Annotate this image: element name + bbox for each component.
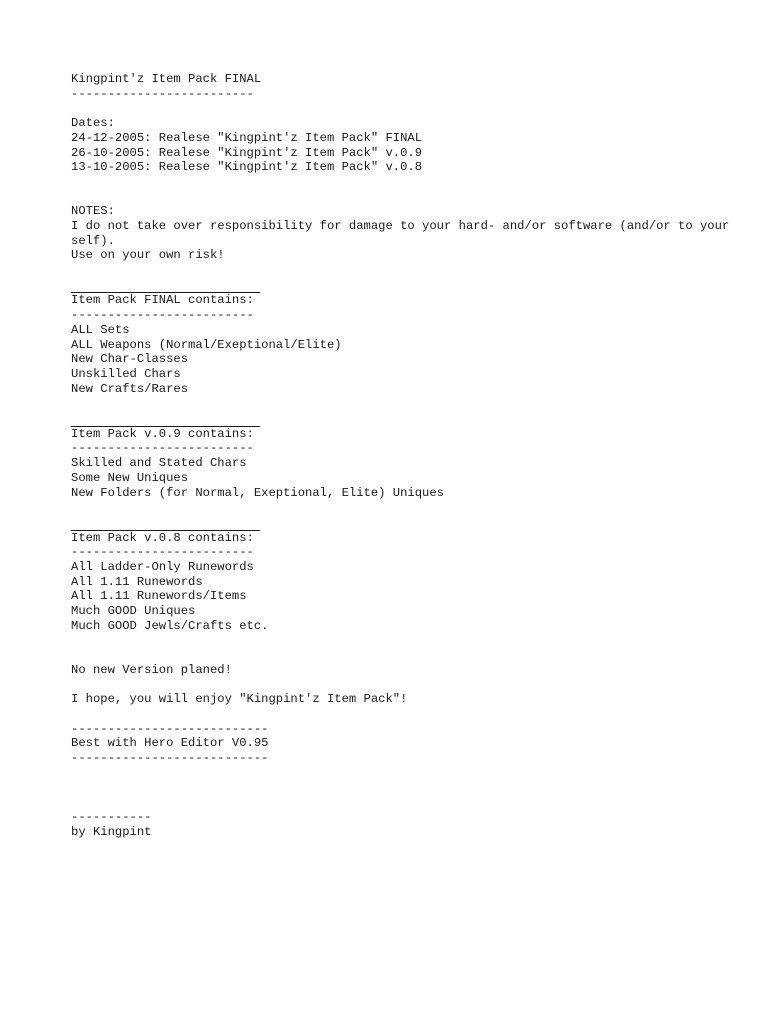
enjoy-message: I hope, you will enjoy "Kingpint'z Item Pack"! bbox=[71, 692, 408, 707]
dates-heading: Dates: bbox=[71, 116, 115, 131]
list-item: ALL Sets bbox=[71, 322, 130, 337]
section-rule: ------------------------- bbox=[71, 545, 254, 560]
list-item: Skilled and Stated Chars bbox=[71, 456, 247, 471]
blank-line bbox=[71, 411, 751, 426]
list-item: Some New Uniques bbox=[71, 470, 189, 485]
section-heading bbox=[71, 292, 751, 308]
list-item: All Ladder-Only Runewords bbox=[71, 560, 254, 575]
blank-line bbox=[71, 515, 751, 530]
notes-heading: NOTES: bbox=[71, 204, 115, 219]
section-heading-text: Item Pack v.0.8 contains: bbox=[71, 530, 260, 546]
blank-line bbox=[71, 766, 751, 781]
editor-recommendation: Best with Hero Editor V0.95 bbox=[71, 736, 269, 751]
section-rule: ------------------------- bbox=[71, 441, 254, 456]
editor-rule: --------------------------- bbox=[71, 751, 269, 766]
list-item: New Folders (for Normal, Exeptional, Elite) Uniques bbox=[71, 485, 444, 500]
blank-line bbox=[71, 175, 751, 190]
section-heading bbox=[71, 426, 751, 442]
signature-rule: ----------- bbox=[71, 809, 152, 824]
blank-line bbox=[71, 634, 751, 649]
date-entry: 24-12-2005: Realese "Kingpint'z Item Pack" FINAL bbox=[71, 130, 423, 145]
section-rule: ------------------------- bbox=[71, 308, 254, 323]
list-item: New Crafts/Rares bbox=[71, 381, 189, 396]
blank-line bbox=[71, 707, 751, 722]
title-rule: ------------------------- bbox=[71, 86, 254, 101]
section-heading-text: Item Pack v.0.9 contains: bbox=[71, 426, 260, 442]
blank-line bbox=[71, 396, 751, 411]
editor-rule: --------------------------- bbox=[71, 721, 269, 736]
notes-text: I do not take over responsibility for damage to your hard- and/or software (and/or to your self). bbox=[71, 218, 737, 248]
blank-line bbox=[71, 278, 751, 293]
risk-warning: Use on your own risk! bbox=[71, 248, 225, 263]
section-heading bbox=[71, 530, 751, 546]
blank-line bbox=[71, 263, 751, 278]
list-item: All 1.11 Runewords/Items bbox=[71, 589, 247, 604]
list-item: Much GOOD Jewls/Crafts etc. bbox=[71, 618, 269, 633]
blank-line bbox=[71, 500, 751, 515]
list-item: Unskilled Chars bbox=[71, 366, 181, 381]
date-entry: 26-10-2005: Realese "Kingpint'z Item Pack" v.0.9 bbox=[71, 145, 423, 160]
list-item: Much GOOD Uniques bbox=[71, 604, 196, 619]
section-heading-text: Item Pack FINAL contains: bbox=[71, 292, 260, 308]
blank-line bbox=[71, 781, 751, 796]
list-item: New Char-Classes bbox=[71, 352, 189, 367]
blank-line bbox=[71, 795, 751, 810]
list-item: All 1.11 Runewords bbox=[71, 574, 203, 589]
blank-line bbox=[71, 101, 751, 116]
blank-line bbox=[71, 678, 751, 693]
date-entry: 13-10-2005: Realese "Kingpint'z Item Pack" v.0.8 bbox=[71, 160, 423, 175]
signature: by Kingpint bbox=[71, 824, 152, 839]
no-new-version-note: No new Version planed! bbox=[71, 662, 232, 677]
document-text bbox=[71, 72, 751, 839]
blank-line bbox=[71, 190, 751, 205]
list-item: ALL Weapons (Normal/Exeptional/Elite) bbox=[71, 337, 342, 352]
document-title: Kingpint'z Item Pack FINAL bbox=[71, 72, 262, 86]
blank-line bbox=[71, 648, 751, 663]
